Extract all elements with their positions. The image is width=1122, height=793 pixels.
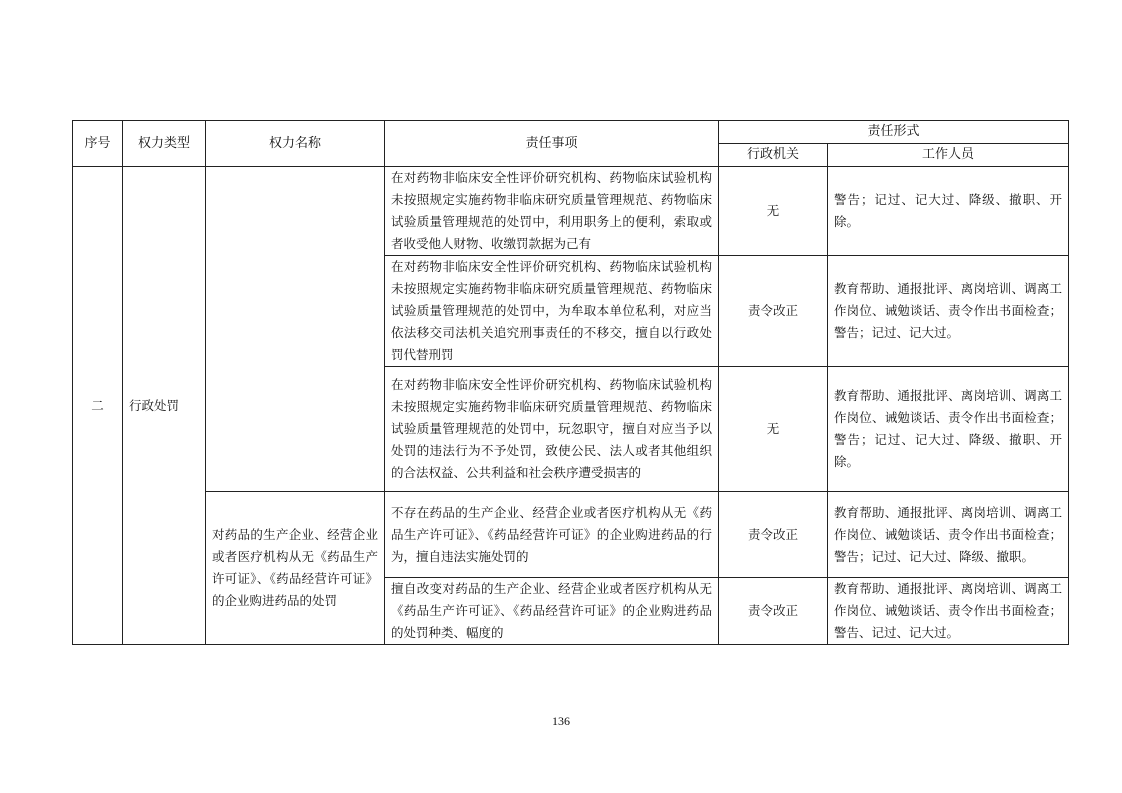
cell-staff: 警告；记过、记大过、降级、撤职、开除。 [828,167,1069,256]
cell-admin: 无 [719,367,828,492]
cell-matter: 在对药物非临床安全性评价研究机构、药物临床试验机构未按照规定实施药物非临床研究质量管理规范、药物临床试验质量管理规范的处罚中，利用职务上的便利，索取或者收受他人财物、收缴罚款据为己有 [385,167,719,256]
table-row [73,492,1069,578]
cell-matter: 在对药物非临床安全性评价研究机构、药物临床试验机构未按照规定实施药物非临床研究质量管理规范、药物临床试验质量管理规范的处罚中，为牟取本单位私利，对应当依法移交司法机关追究刑事责任的不移交，擅自以行政处罚代替刑罚 [385,256,719,367]
header-row-1 [73,121,1069,144]
cell-staff: 教育帮助、通报批评、离岗培训、调离工作岗位、诫勉谈话、责令作出书面检查；警告；记过、记大过、降级、撤职。 [828,492,1069,578]
cell-admin: 责令改正 [719,256,828,367]
cell-seq: 二 [73,167,123,645]
responsibility-table [72,120,1069,645]
header-seq: 序号 [73,121,123,167]
cell-matter: 擅自改变对药品的生产企业、经营企业或者医疗机构从无《药品生产许可证》、《药品经营许可证》的企业购进药品的处罚种类、幅度的 [385,578,719,645]
cell-power-type: 行政处罚 [123,167,206,645]
cell-staff: 教育帮助、通报批评、离岗培训、调离工作岗位、诫勉谈话、责令作出书面检查；警告、记过、记大过。 [828,578,1069,645]
table-row [73,167,1069,256]
header-admin-org: 行政机关 [719,144,828,167]
cell-matter: 不存在药品的生产企业、经营企业或者医疗机构从无《药品生产许可证》、《药品经营许可证》的企业购进药品的行为，擅自违法实施处罚的 [385,492,719,578]
cell-power-name-2: 对药品的生产企业、经营企业或者医疗机构从无《药品生产许可证》、《药品经营许可证》的企业购进药品的处罚 [206,492,385,645]
header-responsibility: 责任事项 [385,121,719,167]
cell-power-name-1 [206,167,385,492]
cell-matter: 在对药物非临床安全性评价研究机构、药物临床试验机构未按照规定实施药物非临床研究质量管理规范、药物临床试验质量管理规范的处罚中，玩忽职守，擅自对应当予以处罚的违法行为不予处罚，致使公民、法人或者其他组织的合法权益、公共利益和社会秩序遭受损害的 [385,367,719,492]
header-resp-form: 责任形式 [719,121,1069,144]
header-power-type: 权力类型 [123,121,206,167]
cell-admin: 责令改正 [719,492,828,578]
cell-admin: 无 [719,167,828,256]
cell-staff: 教育帮助、通报批评、离岗培训、调离工作岗位、诫勉谈话、责令作出书面检查；警告；记过、记大过、降级、撤职、开除。 [828,367,1069,492]
cell-staff: 教育帮助、通报批评、离岗培训、调离工作岗位、诫勉谈话、责令作出书面检查；警告；记过、记大过。 [828,256,1069,367]
header-staff: 工作人员 [828,144,1069,167]
page-number: 136 [552,714,570,728]
header-power-name: 权力名称 [206,121,385,167]
cell-admin: 责令改正 [719,578,828,645]
